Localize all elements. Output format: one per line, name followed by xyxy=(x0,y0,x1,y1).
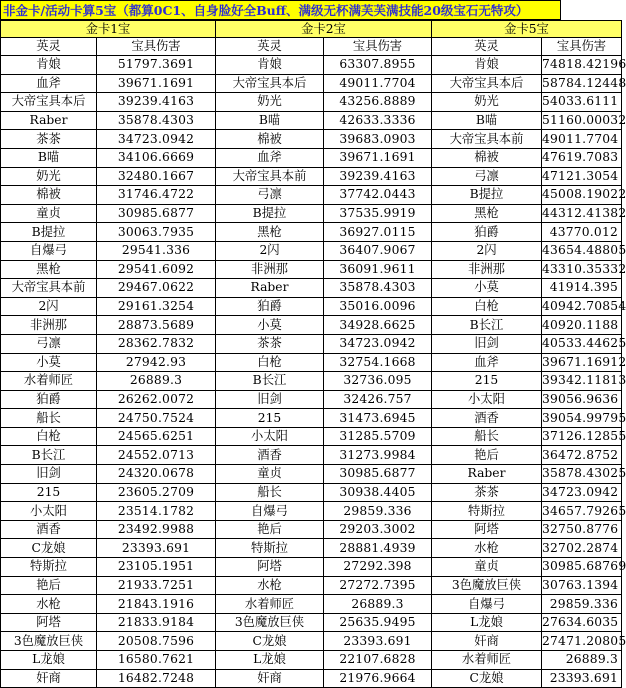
servant-name-cell: 肯娘 xyxy=(216,56,324,75)
damage-value-cell: 32480.1667 xyxy=(97,167,216,186)
servant-name-cell: 215 xyxy=(216,409,324,428)
servant-name-cell: 小太阳 xyxy=(432,390,542,409)
damage-value-cell: 39239.4163 xyxy=(97,93,216,112)
damage-table xyxy=(0,20,626,688)
servant-name-cell: 特斯拉 xyxy=(216,539,324,558)
damage-value-cell: 37126.12855 xyxy=(542,427,622,446)
damage-value-cell: 39239.4163 xyxy=(324,167,432,186)
damage-value-cell: 16580.7621 xyxy=(97,651,216,670)
damage-value-cell: 28873.5689 xyxy=(97,316,216,335)
table-row xyxy=(1,130,622,149)
damage-value-cell: 44312.41382 xyxy=(542,204,622,223)
table-row xyxy=(1,390,622,409)
servant-name-cell: Raber xyxy=(216,279,324,298)
servant-name-cell: 艳后 xyxy=(432,446,542,465)
damage-value-cell: 39683.0903 xyxy=(324,130,432,149)
damage-value-cell: 27634.6035 xyxy=(542,613,622,632)
servant-name-cell: 血斧 xyxy=(432,353,542,372)
damage-value-cell: 47619.7083 xyxy=(542,148,622,167)
damage-value-cell: 24552.0713 xyxy=(97,446,216,465)
table-row xyxy=(1,520,622,539)
damage-value-cell: 40942.70854 xyxy=(542,297,622,316)
table-row xyxy=(1,297,622,316)
damage-value-cell: 23514.1782 xyxy=(97,502,216,521)
servant-name-cell: 2闪 xyxy=(1,297,97,316)
damage-value-cell: 27942.93 xyxy=(97,353,216,372)
servant-name-cell: 大帝宝具本后 xyxy=(216,74,324,93)
damage-value-cell: 39056.9636 xyxy=(542,390,622,409)
servant-name-cell: 大帝宝具本后 xyxy=(432,74,542,93)
damage-value-cell: 54033.6111 xyxy=(542,93,622,112)
servant-name-cell: 小莫 xyxy=(1,353,97,372)
servant-name-cell: 大帝宝具本前 xyxy=(1,279,97,298)
table-row xyxy=(1,576,622,595)
damage-value-cell: 32426.757 xyxy=(324,390,432,409)
table-row xyxy=(1,353,622,372)
damage-value-cell: 22107.6828 xyxy=(324,651,432,670)
servant-name-cell: 阿塔 xyxy=(1,613,97,632)
servant-name-cell: 3色魔放巨侠 xyxy=(216,613,324,632)
column-header-name: 英灵 xyxy=(1,38,97,56)
damage-value-cell: 30985.6877 xyxy=(324,465,432,484)
damage-value-cell: 23393.691 xyxy=(324,632,432,651)
damage-value-cell: 30938.4405 xyxy=(324,483,432,502)
servant-name-cell: 大帝宝具本后 xyxy=(1,93,97,112)
damage-value-cell: 27292.398 xyxy=(324,558,432,577)
damage-value-cell: 34723.0942 xyxy=(97,130,216,149)
servant-name-cell: B喵 xyxy=(432,111,542,130)
servant-name-cell: C龙娘 xyxy=(216,632,324,651)
damage-value-cell: 43310.35332 xyxy=(542,260,622,279)
table-row xyxy=(1,148,622,167)
servant-name-cell: 小莫 xyxy=(216,316,324,335)
servant-name-cell: 狛爵 xyxy=(216,297,324,316)
damage-value-cell: 34106.6669 xyxy=(97,148,216,167)
servant-name-cell: 2闪 xyxy=(432,241,542,260)
damage-value-cell: 34928.6625 xyxy=(324,316,432,335)
damage-value-cell: 26889.3 xyxy=(324,595,432,614)
servant-name-cell: C龙娘 xyxy=(1,539,97,558)
damage-value-cell: 21933.7251 xyxy=(97,576,216,595)
damage-value-cell: 31285.5709 xyxy=(324,427,432,446)
damage-value-cell: 32702.2874 xyxy=(542,539,622,558)
damage-value-cell: 36091.9611 xyxy=(324,260,432,279)
damage-value-cell: 29161.3254 xyxy=(97,297,216,316)
servant-name-cell: Raber xyxy=(432,465,542,484)
damage-value-cell: 49011.7704 xyxy=(324,74,432,93)
damage-value-cell: 35878.4303 xyxy=(324,279,432,298)
damage-value-cell: 39671.1691 xyxy=(97,74,216,93)
servant-name-cell: 水着师匠 xyxy=(216,595,324,614)
servant-name-cell: 水枪 xyxy=(1,595,97,614)
damage-value-cell: 30063.7935 xyxy=(97,223,216,242)
servant-name-cell: 童贞 xyxy=(432,558,542,577)
servant-name-cell: B提拉 xyxy=(432,186,542,205)
servant-name-cell: 阿塔 xyxy=(432,520,542,539)
servant-name-cell: 狛爵 xyxy=(432,223,542,242)
servant-name-cell: B长江 xyxy=(1,446,97,465)
servant-name-cell: 白枪 xyxy=(216,353,324,372)
servant-name-cell: 艳后 xyxy=(1,576,97,595)
servant-name-cell: 旧剑 xyxy=(216,390,324,409)
damage-value-cell: 21833.9184 xyxy=(97,613,216,632)
damage-value-cell: 32750.8776 xyxy=(542,520,622,539)
column-header-damage: 宝具伤害 xyxy=(324,38,432,56)
servant-name-cell: 水枪 xyxy=(432,539,542,558)
damage-value-cell: 23393.691 xyxy=(542,669,622,688)
servant-name-cell: 特斯拉 xyxy=(432,502,542,521)
group-header-2: 金卡2宝 xyxy=(216,21,432,38)
table-row xyxy=(1,111,622,130)
servant-name-cell: Raber xyxy=(1,111,97,130)
servant-name-cell: 水着师匠 xyxy=(432,651,542,670)
servant-name-cell: 自爆弓 xyxy=(1,241,97,260)
damage-value-cell: 23492.9988 xyxy=(97,520,216,539)
damage-value-cell: 29541.336 xyxy=(97,241,216,260)
table-row xyxy=(1,632,622,651)
servant-name-cell: 小太阳 xyxy=(1,502,97,521)
servant-name-cell: 自爆弓 xyxy=(216,502,324,521)
damage-value-cell: 29859.336 xyxy=(542,595,622,614)
damage-value-cell: 39671.16912 xyxy=(542,353,622,372)
group-header-1: 金卡1宝 xyxy=(1,21,216,38)
column-header-name: 英灵 xyxy=(432,38,542,56)
damage-value-cell: 40920.1188 xyxy=(542,316,622,335)
damage-value-cell: 29467.0622 xyxy=(97,279,216,298)
table-row xyxy=(1,483,622,502)
damage-value-cell: 34723.0942 xyxy=(324,334,432,353)
damage-value-cell: 58784.12448 xyxy=(542,74,622,93)
servant-name-cell: 3色魔放巨侠 xyxy=(1,632,97,651)
damage-value-cell: 34657.79265 xyxy=(542,502,622,521)
damage-value-cell: 28362.7832 xyxy=(97,334,216,353)
servant-name-cell: 酒香 xyxy=(1,520,97,539)
damage-value-cell: 29541.6092 xyxy=(97,260,216,279)
servant-name-cell: 大帝宝具本前 xyxy=(216,167,324,186)
damage-value-cell: 16482.7248 xyxy=(97,669,216,688)
damage-value-cell: 41914.395 xyxy=(542,279,622,298)
servant-name-cell: 茶茶 xyxy=(1,130,97,149)
table-row xyxy=(1,316,622,335)
servant-name-cell: 肯娘 xyxy=(1,56,97,75)
servant-name-cell: L龙娘 xyxy=(216,651,324,670)
damage-value-cell: 39671.1691 xyxy=(324,148,432,167)
servant-name-cell: 奸商 xyxy=(432,632,542,651)
servant-name-cell: 血斧 xyxy=(1,74,97,93)
servant-name-cell: L龙娘 xyxy=(1,651,97,670)
table-row xyxy=(1,186,622,205)
servant-name-cell: 酒香 xyxy=(432,409,542,428)
damage-value-cell: 23393.691 xyxy=(97,539,216,558)
servant-name-cell: 大帝宝具本前 xyxy=(432,130,542,149)
table-body xyxy=(1,56,626,688)
servant-name-cell: 白枪 xyxy=(1,427,97,446)
damage-value-cell: 39054.99795 xyxy=(542,409,622,428)
servant-name-cell: B长江 xyxy=(216,372,324,391)
damage-value-cell: 21976.9664 xyxy=(324,669,432,688)
servant-name-cell: C龙娘 xyxy=(432,669,542,688)
damage-value-cell: 29859.336 xyxy=(324,502,432,521)
servant-name-cell: 茶茶 xyxy=(432,483,542,502)
servant-name-cell: 奶光 xyxy=(432,93,542,112)
servant-name-cell: 旧剑 xyxy=(1,465,97,484)
servant-name-cell: 弓凛 xyxy=(1,334,97,353)
servant-name-cell: 215 xyxy=(432,372,542,391)
damage-value-cell: 35878.43025 xyxy=(542,465,622,484)
column-header-row xyxy=(1,38,622,56)
damage-value-cell: 40533.44625 xyxy=(542,334,622,353)
servant-name-cell: 棉被 xyxy=(1,186,97,205)
table-row xyxy=(1,446,622,465)
servant-name-cell: B提拉 xyxy=(216,204,324,223)
servant-name-cell: B长江 xyxy=(432,316,542,335)
table-row xyxy=(1,651,622,670)
servant-name-cell: 奶光 xyxy=(1,167,97,186)
damage-value-cell: 43654.48805 xyxy=(542,241,622,260)
damage-value-cell: 49011.7704 xyxy=(542,130,622,149)
table-row xyxy=(1,613,622,632)
damage-value-cell: 29203.3002 xyxy=(324,520,432,539)
servant-name-cell: L龙娘 xyxy=(432,613,542,632)
table-row xyxy=(1,241,622,260)
servant-name-cell: 小太阳 xyxy=(216,427,324,446)
table-row xyxy=(1,539,622,558)
damage-value-cell: 23605.2709 xyxy=(97,483,216,502)
column-header-damage: 宝具伤害 xyxy=(542,38,622,56)
damage-value-cell: 45008.19022 xyxy=(542,186,622,205)
table-row xyxy=(1,279,622,298)
damage-value-cell: 42633.3336 xyxy=(324,111,432,130)
sheet-title: 非金卡/活动卡算5宝（都算0C1、自身脸好全Buff、满级无杯满芙芙满技能20级宝石无特攻） xyxy=(0,0,561,20)
servant-name-cell: B提拉 xyxy=(1,223,97,242)
damage-value-cell: 30763.1394 xyxy=(542,576,622,595)
damage-value-cell: 35878.4303 xyxy=(97,111,216,130)
servant-name-cell: 棉被 xyxy=(216,130,324,149)
servant-name-cell: 小莫 xyxy=(432,279,542,298)
table-row xyxy=(1,427,622,446)
table-row xyxy=(1,372,622,391)
damage-value-cell: 47121.3054 xyxy=(542,167,622,186)
servant-name-cell: 奸商 xyxy=(1,669,97,688)
table-row xyxy=(1,74,622,93)
damage-value-cell: 27471.20805 xyxy=(542,632,622,651)
servant-name-cell: 弓凛 xyxy=(216,186,324,205)
servant-name-cell: 自爆弓 xyxy=(432,595,542,614)
table-row xyxy=(1,409,622,428)
damage-value-cell: 24750.7524 xyxy=(97,409,216,428)
damage-value-cell: 36472.8752 xyxy=(542,446,622,465)
servant-name-cell: 棉被 xyxy=(432,148,542,167)
table-row xyxy=(1,204,622,223)
servant-name-cell: 非洲那 xyxy=(432,260,542,279)
servant-name-cell: 狛爵 xyxy=(1,390,97,409)
servant-name-cell: B喵 xyxy=(216,111,324,130)
damage-value-cell: 36927.0115 xyxy=(324,223,432,242)
table-row xyxy=(1,56,622,75)
group-header-3: 金卡5宝 xyxy=(432,21,622,38)
damage-value-cell: 27272.7395 xyxy=(324,576,432,595)
damage-value-cell: 20508.7596 xyxy=(97,632,216,651)
damage-value-cell: 23105.1951 xyxy=(97,558,216,577)
damage-value-cell: 37742.0443 xyxy=(324,186,432,205)
table-row xyxy=(1,465,622,484)
damage-value-cell: 37535.9919 xyxy=(324,204,432,223)
table-row xyxy=(1,595,622,614)
servant-name-cell: B喵 xyxy=(1,148,97,167)
servant-name-cell: 2闪 xyxy=(216,241,324,260)
servant-name-cell: 水枪 xyxy=(216,576,324,595)
table-row xyxy=(1,93,622,112)
table-row xyxy=(1,502,622,521)
damage-value-cell: 26889.3 xyxy=(542,651,622,670)
damage-value-cell: 39342.11813 xyxy=(542,372,622,391)
servant-name-cell: 旧剑 xyxy=(432,334,542,353)
servant-name-cell: 弓凛 xyxy=(432,167,542,186)
table-row xyxy=(1,260,622,279)
servant-name-cell: 船长 xyxy=(432,427,542,446)
damage-value-cell: 43770.012 xyxy=(542,223,622,242)
damage-value-cell: 25635.9495 xyxy=(324,613,432,632)
servant-name-cell: 奸商 xyxy=(216,669,324,688)
servant-name-cell: 艳后 xyxy=(216,520,324,539)
damage-value-cell: 34723.0942 xyxy=(542,483,622,502)
servant-name-cell: 黑枪 xyxy=(432,204,542,223)
servant-name-cell: 船长 xyxy=(1,409,97,428)
servant-name-cell: 肯娘 xyxy=(432,56,542,75)
servant-name-cell: 特斯拉 xyxy=(1,558,97,577)
servant-name-cell: 白枪 xyxy=(432,297,542,316)
damage-value-cell: 32736.095 xyxy=(324,372,432,391)
servant-name-cell: 水着师匠 xyxy=(1,372,97,391)
column-header-name: 英灵 xyxy=(216,38,324,56)
servant-name-cell: 童贞 xyxy=(216,465,324,484)
damage-value-cell: 51160.00032 xyxy=(542,111,622,130)
damage-value-cell: 31473.6945 xyxy=(324,409,432,428)
servant-name-cell: 船长 xyxy=(216,483,324,502)
damage-value-cell: 31273.9984 xyxy=(324,446,432,465)
servant-name-cell: 童贞 xyxy=(1,204,97,223)
damage-value-cell: 51797.3691 xyxy=(97,56,216,75)
servant-name-cell: 阿塔 xyxy=(216,558,324,577)
damage-value-cell: 43256.8889 xyxy=(324,93,432,112)
damage-value-cell: 36407.9067 xyxy=(324,241,432,260)
group-header-row xyxy=(1,21,622,38)
servant-name-cell: 奶光 xyxy=(216,93,324,112)
damage-value-cell: 21843.1916 xyxy=(97,595,216,614)
table-row xyxy=(1,558,622,577)
table-row xyxy=(1,223,622,242)
damage-value-cell: 30985.6877 xyxy=(97,204,216,223)
damage-value-cell: 26262.0072 xyxy=(97,390,216,409)
servant-name-cell: 血斧 xyxy=(216,148,324,167)
damage-value-cell: 32754.1668 xyxy=(324,353,432,372)
damage-value-cell: 74818.42196 xyxy=(542,56,622,75)
damage-value-cell: 24320.0678 xyxy=(97,465,216,484)
servant-name-cell: 3色魔放巨侠 xyxy=(432,576,542,595)
damage-value-cell: 26889.3 xyxy=(97,372,216,391)
damage-value-cell: 63307.8955 xyxy=(324,56,432,75)
servant-name-cell: 酒香 xyxy=(216,446,324,465)
damage-value-cell: 24565.6251 xyxy=(97,427,216,446)
damage-value-cell: 35016.0096 xyxy=(324,297,432,316)
servant-name-cell: 黑枪 xyxy=(1,260,97,279)
damage-value-cell: 28881.4939 xyxy=(324,539,432,558)
servant-name-cell: 非洲那 xyxy=(216,260,324,279)
column-header-damage: 宝具伤害 xyxy=(97,38,216,56)
table-row xyxy=(1,167,622,186)
servant-name-cell: 非洲那 xyxy=(1,316,97,335)
servant-name-cell: 黑枪 xyxy=(216,223,324,242)
table-row xyxy=(1,669,622,688)
servant-name-cell: 215 xyxy=(1,483,97,502)
table-row xyxy=(1,334,622,353)
damage-value-cell: 31746.4722 xyxy=(97,186,216,205)
servant-name-cell: 茶茶 xyxy=(216,334,324,353)
damage-value-cell: 30985.68769 xyxy=(542,558,622,577)
